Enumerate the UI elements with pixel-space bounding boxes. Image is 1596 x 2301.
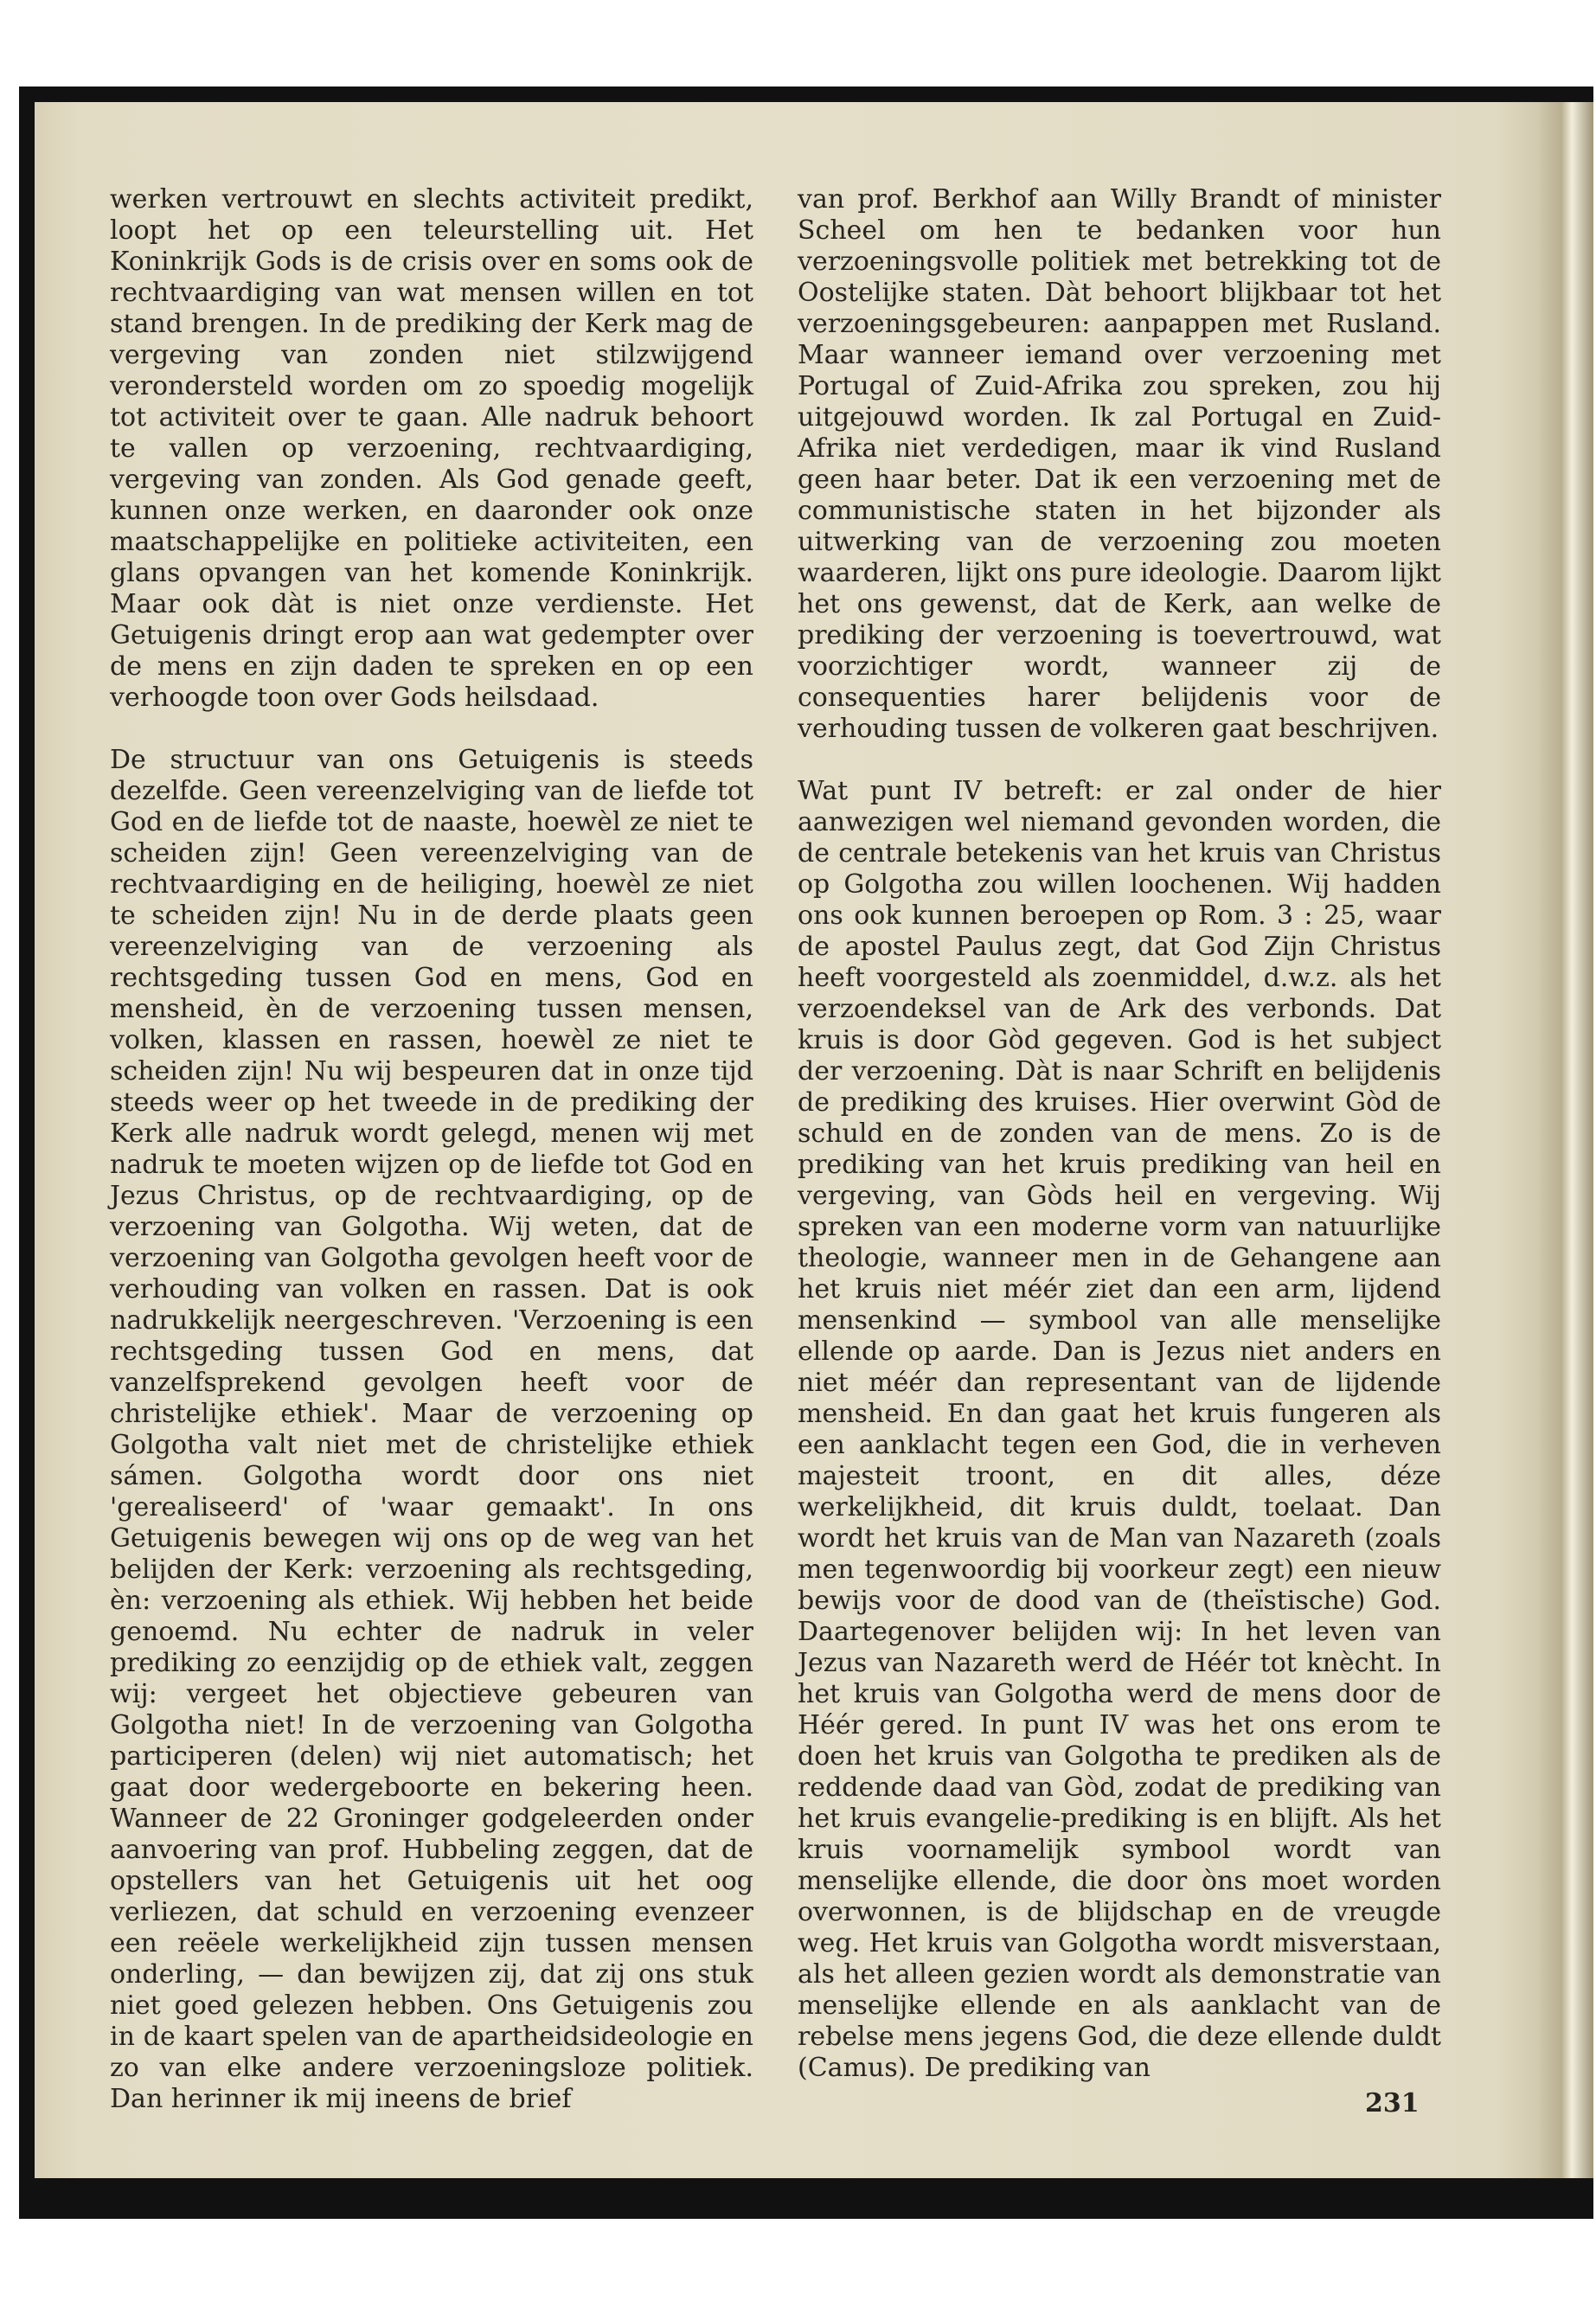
left-paragraph-2: De structuur van ons Getuigenis is steeds dezelfde. Geen vereenzelviging van de liefde tot God en de liefde tot de naaste, hoewèl ze niet te scheiden zijn! Geen vereenzelviging van de rechtvaardiging en de heiliging, hoewèl ze niet te scheiden zijn! Nu in de derde plaats geen vereenzelviging van de verzoening als rechtsgeding tussen God en mens, God en mensheid, èn de verzoening tussen mensen, volken, klassen en rassen, hoewèl ze niet te scheiden zijn! Nu wij bespeuren dat in onze tijd steeds weer op het tweede in de prediking der Kerk alle nadruk wordt gelegd, menen wij met nadruk te moeten wijzen op de liefde tot God en Jezus Christus, op de rechtvaardiging, op de verzoening van Golgotha. Wij weten, dat de verzoening van Golgotha gevolgen heeft voor de verhouding van volken en rassen. Dat is ook nadrukkelijk neergeschreven. 'Verzoening is een rechtsgeding tussen God en mens, dat vanzelfsprekend gevolgen heeft voor de christelijke ethiek'. Maar de verzoening op Golgotha valt niet met de christelijke ethiek sámen. Golgotha wordt door ons niet 'gerealiseerd' of 'waar gemaakt'. In ons Getuigenis bewegen wij ons op de weg van het belijden der Kerk: verzoening als rechtsgeding, èn: verzoening als ethiek. Wij hebben het beide genoemd. Nu echter de nadruk in veler prediking zo eenzijdig op de ethiek valt, zeggen wij: vergeet het objectieve gebeuren van Golgotha niet! In de verzoening van Golgotha participeren (delen) wij niet automatisch; het gaat door wedergeboorte en bekering heen. Wanneer de 22 Groninger godgeleerden onder aanvoering van prof. Hubbeling zeggen, dat de opstellers van het Getuigenis uit het oog verliezen, dat schuld en verzoening evenzeer een reëele werkelijkheid zijn tussen mensen onderling, — dan bewijzen zij, dat zij ons stuk niet goed gelezen hebben. Ons Getuigenis zou in de kaart spelen van de apartheidsideologie en zo van elke andere verzoeningsloze politiek. Dan herinner ik mij ineens de brief: [110, 745, 753, 2114]
left-paragraph-1: werken vertrouwt en slechts activiteit predikt, loopt het op een teleurstelling uit. Het Koninkrijk Gods is de crisis over en soms ook de rechtvaardiging van wat mensen willen en tot stand brengen. In de prediking der Kerk mag de vergeving van zonden niet stilzwijgend verondersteld worden om zo spoedig mogelijk tot activiteit over te gaan. Alle nadruk behoort te vallen op verzoening, rechtvaardiging, vergeving van zonden. Als God genade geeft, kunnen onze werken, en daaronder ook onze maatschappelijke en politieke activiteiten, een glans opvangen van het komende Koninkrijk. Maar ook dàt is niet onze verdienste. Het Getuigenis dringt erop aan wat gedempter over de mens en zijn daden te spreken en op een verhoogde toon over Gods heilsdaad.: [110, 184, 753, 713]
page-number: 231: [1365, 2088, 1420, 2118]
left-column: [110, 184, 753, 2115]
right-paragraph-1: van prof. Berkhof aan Willy Brandt of minister Scheel om hen te bedanken voor hun verzoeningsvolle politiek met betrekking tot de Oostelijke staten. Dàt behoort blijkbaar tot het verzoeningsgebeuren: aanpappen met Rusland. Maar wanneer iemand over verzoening met Portugal of Zuid-Afrika zou spreken, zou hij uitgejouwd worden. Ik zal Portugal en Zuid-Afrika niet verdedigen, maar ik vind Rusland geen haar beter. Dat ik een verzoening met de communistische staten in het bijzonder als uitwerking van de verzoening zou moeten waarderen, lijkt ons pure ideologie. Daarom lijkt het ons gewenst, dat de Kerk, aan welke de prediking der verzoening is toevertrouwd, wat voorzichtiger wordt, wanneer zij de consequenties harer belijdenis voor de verhouding tussen de volkeren gaat beschrijven.: [798, 184, 1441, 744]
book-spine: [1540, 102, 1593, 2178]
right-column: [798, 184, 1441, 2084]
right-paragraph-2: Wat punt IV betreft: er zal onder de hier aanwezigen wel niemand gevonden worden, die de centrale betekenis van het kruis van Christus op Golgotha zou willen loochenen. Wij hadden ons ook kunnen beroepen op Rom. 3 : 25, waar de apostel Paulus zegt, dat God Zijn Christus heeft voorgesteld als zoenmiddel, d.w.z. als het verzoendeksel van de Ark des verbonds. Dat kruis is door Gòd gegeven. God is het subject der verzoening. Dàt is naar Schrift en belijdenis de prediking des kruises. Hier overwint Gòd de schuld en de zonden van de mens. Zo is de prediking van het kruis prediking van heil en vergeving, van Gòds heil en vergeving. Wij spreken van een moderne vorm van natuurlijke theologie, wanneer men in de Gehangene aan het kruis niet méér ziet dan een arm, lijdend mensenkind — symbool van alle menselijke ellende op aarde. Dan is Jezus niet anders en niet méér dan representant van de lijdende mensheid. En dan gaat het kruis fungeren als een aanklacht tegen een God, die in verheven majesteit troont, en dit alles, déze werkelijkheid, dit kruis duldt, toelaat. Dan wordt het kruis van de Man van Nazareth (zoals men tegenwoordig bij voorkeur zegt) een nieuw bewijs voor de dood van de (theïstische) God. Daartegenover belijden wij: In het leven van Jezus van Nazareth werd de Héér tot knècht. In het kruis van Golgotha werd de mens door de Héér gered. In punt IV was het ons erom te doen het kruis van Golgotha te prediken als de reddende daad van Gòd, zodat de prediking van het kruis evangelie-prediking is en blijft. Als het kruis voornamelijk symbool wordt van menselijke ellende, die door òns moet worden overwonnen, is de blijdschap en de vreugde weg. Het kruis van Golgotha wordt misverstaan, als het alleen gezien wordt als demonstratie van menselijke ellende en als aanklacht van de rebelse mens jegens God, die deze ellende duldt (Camus). De prediking van: [798, 776, 1441, 2083]
